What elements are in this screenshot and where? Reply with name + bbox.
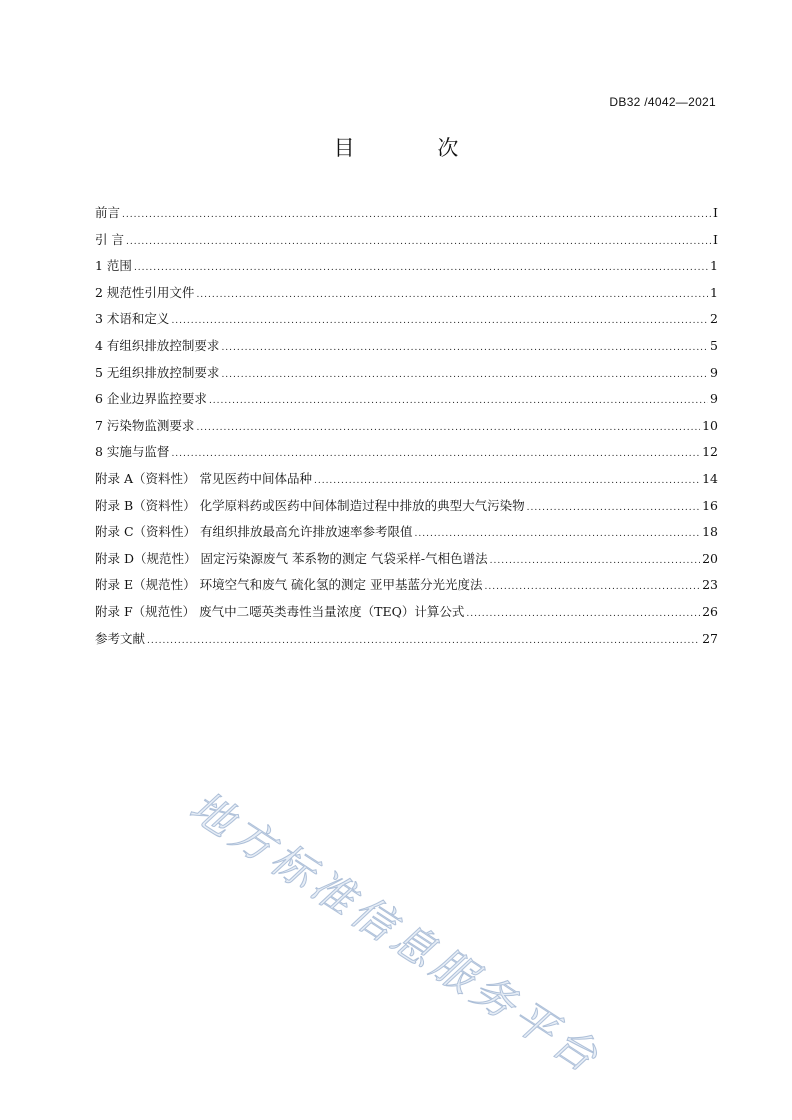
toc-entry-label: 8 实施与监督 (95, 444, 170, 460)
toc-entry-scope[interactable] (95, 256, 718, 283)
toc-entry-page: 20 (702, 550, 718, 566)
toc-entry-page: 1 (710, 284, 718, 300)
table-of-contents (95, 203, 718, 655)
document-code: DB32 /4042—2021 (609, 95, 716, 109)
toc-leader-dots (171, 316, 708, 326)
toc-entry-label: 前言 (95, 205, 121, 220)
toc-entry-appendix-e[interactable] (95, 575, 718, 602)
toc-entry-appendix-c[interactable] (95, 522, 718, 549)
toc-entry-label: 4 有组织排放控制要求 (95, 337, 220, 353)
toc-leader-dots (209, 396, 708, 406)
toc-entry-page: 9 (710, 391, 718, 407)
toc-entry-implementation[interactable] (95, 442, 718, 469)
toc-entry-organized-emission[interactable] (95, 336, 718, 363)
toc-entry-normative-references[interactable] (95, 283, 718, 310)
toc-leader-dots (221, 370, 708, 380)
toc-entry-page: I (713, 231, 718, 247)
toc-entry-page: 5 (710, 337, 718, 353)
toc-entry-page: 26 (702, 603, 718, 619)
toc-leader-dots (134, 263, 708, 273)
toc-entry-label: 6 企业边界监控要求 (95, 391, 207, 407)
toc-entry-page: 16 (702, 497, 718, 513)
toc-entry-label: 附录 A（资料性） 常见医药中间体品种 (95, 470, 312, 486)
watermark-text: 地方标准信息服务平台 (181, 781, 611, 1085)
toc-entry-page: I (713, 205, 718, 220)
toc-entry-appendix-d[interactable] (95, 549, 718, 576)
toc-entry-introduction[interactable] (95, 230, 718, 257)
toc-entry-fugitive-emission[interactable] (95, 363, 718, 390)
toc-entry-label: 5 无组织排放控制要求 (95, 364, 220, 380)
page-title: 目 次 (333, 136, 497, 160)
toc-entry-label: 附录 E（规范性） 环境空气和废气 硫化氢的测定 亚甲基蓝分光光度法 (95, 577, 483, 593)
toc-entry-label: 1 范围 (95, 258, 132, 274)
toc-leader-dots (196, 290, 708, 300)
toc-leader-dots (415, 529, 701, 539)
toc-leader-dots (527, 503, 700, 513)
toc-entry-page: 23 (702, 577, 718, 593)
toc-entry-page: 9 (710, 364, 718, 380)
toc-entry-page: 27 (702, 630, 718, 646)
toc-leader-dots (466, 609, 700, 619)
toc-leader-dots (490, 556, 700, 566)
toc-entry-page: 12 (702, 444, 718, 460)
toc-leader-dots (126, 237, 711, 247)
toc-entry-label: 参考文献 (95, 630, 146, 646)
toc-entry-terms-definitions[interactable] (95, 309, 718, 336)
toc-entry-label: 附录 C（资料性） 有组织排放最高允许排放速率参考限值 (95, 524, 413, 540)
toc-entry-page: 10 (702, 417, 718, 433)
toc-leader-dots (196, 423, 700, 433)
toc-entry-page: 2 (710, 311, 718, 327)
toc-entry-label: 3 术语和定义 (95, 311, 170, 327)
toc-entry-page: 1 (710, 258, 718, 274)
toc-entry-appendix-b[interactable] (95, 496, 718, 523)
toc-leader-dots (171, 449, 700, 459)
toc-entry-appendix-f[interactable] (95, 602, 718, 629)
toc-entry-label: 引 言 (95, 231, 124, 247)
toc-entry-label: 7 污染物监测要求 (95, 417, 195, 433)
toc-entry-pollutant-monitoring[interactable] (95, 416, 718, 443)
toc-leader-dots (147, 636, 700, 646)
toc-leader-dots (122, 210, 711, 220)
toc-entry-references[interactable] (95, 629, 718, 656)
toc-entry-appendix-a[interactable] (95, 469, 718, 496)
toc-entry-label: 附录 D（规范性） 固定污染源废气 苯系物的测定 气袋采样-气相色谱法 (95, 550, 488, 566)
toc-leader-dots (221, 343, 708, 353)
toc-entry-foreword[interactable] (95, 203, 718, 230)
toc-entry-label: 附录 F（规范性） 废气中二噁英类毒性当量浓度（TEQ）计算公式 (95, 603, 465, 619)
toc-entry-label: 附录 B（资料性） 化学原料药或医药中间体制造过程中排放的典型大气污染物 (95, 497, 525, 513)
toc-entry-page: 14 (702, 470, 718, 486)
toc-entry-boundary-monitoring[interactable] (95, 389, 718, 416)
toc-entry-page: 18 (702, 524, 718, 540)
toc-entry-label: 2 规范性引用文件 (95, 284, 195, 300)
toc-leader-dots (485, 582, 701, 592)
toc-leader-dots (314, 476, 700, 486)
